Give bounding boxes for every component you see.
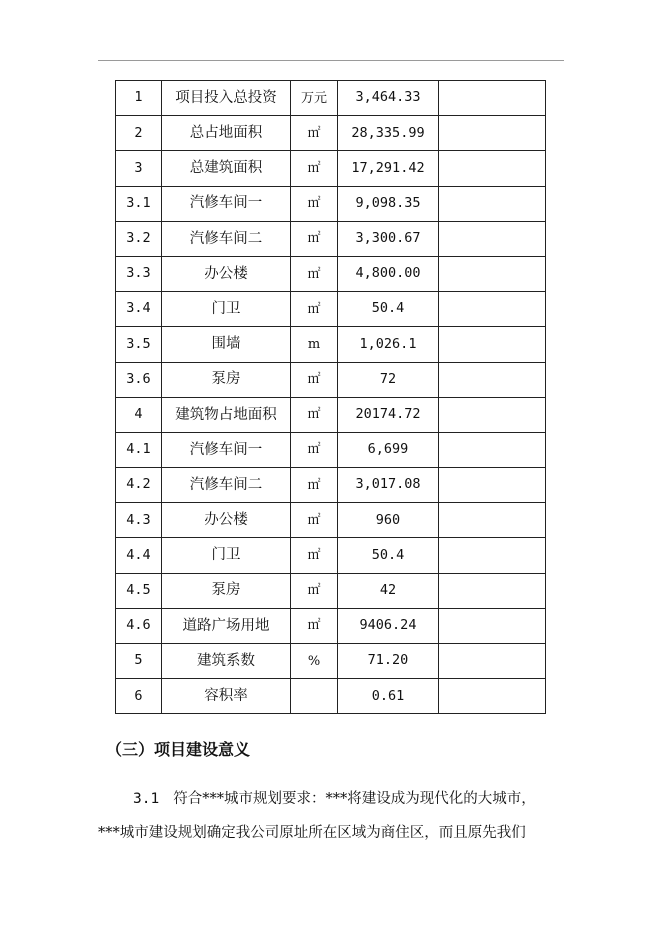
unit-cell: ㎡	[291, 256, 338, 291]
note-cell	[439, 608, 546, 643]
note-cell	[439, 81, 546, 116]
note-cell	[439, 538, 546, 573]
unit-cell: 万元	[291, 81, 338, 116]
unit-cell: m	[291, 327, 338, 362]
value-cell: 17,291.42	[338, 151, 439, 186]
item-name-cell: 汽修车间二	[162, 221, 291, 256]
table-row	[116, 221, 546, 256]
row-number-cell: 5	[116, 644, 162, 679]
unit-cell: ㎡	[291, 292, 338, 327]
item-name-cell: 汽修车间一	[162, 432, 291, 467]
value-cell: 3,464.33	[338, 81, 439, 116]
note-cell	[439, 116, 546, 151]
note-cell	[439, 468, 546, 503]
item-name-cell: 门卫	[162, 538, 291, 573]
paragraph-line-1	[133, 787, 603, 808]
table-row	[116, 538, 546, 573]
unit-cell: ㎡	[291, 432, 338, 467]
note-cell	[439, 292, 546, 327]
item-name-cell: 泵房	[162, 573, 291, 608]
row-number-cell: 4.2	[116, 468, 162, 503]
value-cell: 42	[338, 573, 439, 608]
item-name-cell: 门卫	[162, 292, 291, 327]
item-name-cell: 建筑物占地面积	[162, 397, 291, 432]
note-cell	[439, 327, 546, 362]
note-cell	[439, 151, 546, 186]
unit-cell: ㎡	[291, 573, 338, 608]
item-name-cell: 道路广场用地	[162, 608, 291, 643]
row-number-cell: 6	[116, 679, 162, 714]
row-number-cell: 4.6	[116, 608, 162, 643]
table-body	[116, 81, 546, 714]
page-header-rule	[98, 60, 564, 61]
unit-cell: ㎡	[291, 151, 338, 186]
value-cell: 0.61	[338, 679, 439, 714]
value-cell: 20174.72	[338, 397, 439, 432]
table-row	[116, 116, 546, 151]
value-cell: 960	[338, 503, 439, 538]
item-name-cell: 总建筑面积	[162, 151, 291, 186]
note-cell	[439, 644, 546, 679]
row-number-cell: 4.3	[116, 503, 162, 538]
note-cell	[439, 221, 546, 256]
item-name-cell: 围墙	[162, 327, 291, 362]
item-name-cell: 总占地面积	[162, 116, 291, 151]
table-row	[116, 573, 546, 608]
value-cell: 4,800.00	[338, 256, 439, 291]
value-cell: 3,300.67	[338, 221, 439, 256]
row-number-cell: 4	[116, 397, 162, 432]
value-cell: 3,017.08	[338, 468, 439, 503]
note-cell	[439, 573, 546, 608]
table-row	[116, 432, 546, 467]
row-number-cell: 4.1	[116, 432, 162, 467]
table-row	[116, 679, 546, 714]
unit-cell: ㎡	[291, 503, 338, 538]
table-row	[116, 362, 546, 397]
item-name-cell: 容积率	[162, 679, 291, 714]
unit-cell: ㎡	[291, 186, 338, 221]
paragraph-text-1: 符合***城市规划要求：***将建设成为现代化的大城市，	[173, 791, 536, 807]
item-name-cell: 项目投入总投资	[162, 81, 291, 116]
table-row	[116, 186, 546, 221]
item-name-cell: 建筑系数	[162, 644, 291, 679]
table-row	[116, 644, 546, 679]
note-cell	[439, 362, 546, 397]
row-number-cell: 4.4	[116, 538, 162, 573]
row-number-cell: 3.1	[116, 186, 162, 221]
paragraph-number: 3.1	[133, 791, 160, 807]
note-cell	[439, 186, 546, 221]
item-name-cell: 汽修车间二	[162, 468, 291, 503]
table-row	[116, 503, 546, 538]
unit-cell	[291, 679, 338, 714]
row-number-cell: 3	[116, 151, 162, 186]
row-number-cell: 3.5	[116, 327, 162, 362]
item-name-cell: 汽修车间一	[162, 186, 291, 221]
row-number-cell: 3.2	[116, 221, 162, 256]
table-row	[116, 608, 546, 643]
unit-cell: ㎡	[291, 538, 338, 573]
note-cell	[439, 679, 546, 714]
value-cell: 72	[338, 362, 439, 397]
table-row	[116, 256, 546, 291]
note-cell	[439, 503, 546, 538]
item-name-cell: 办公楼	[162, 503, 291, 538]
table-row	[116, 327, 546, 362]
unit-cell: %	[291, 644, 338, 679]
value-cell: 6,699	[338, 432, 439, 467]
value-cell: 50.4	[338, 292, 439, 327]
unit-cell: ㎡	[291, 362, 338, 397]
table-row	[116, 397, 546, 432]
unit-cell: ㎡	[291, 116, 338, 151]
table-row	[116, 468, 546, 503]
table-row	[116, 292, 546, 327]
row-number-cell: 2	[116, 116, 162, 151]
table-row	[116, 81, 546, 116]
item-name-cell: 泵房	[162, 362, 291, 397]
row-number-cell: 1	[116, 81, 162, 116]
row-number-cell: 3.6	[116, 362, 162, 397]
row-number-cell: 3.3	[116, 256, 162, 291]
table-row	[116, 151, 546, 186]
row-number-cell: 4.5	[116, 573, 162, 608]
row-number-cell: 3.4	[116, 292, 162, 327]
project-indicators-table	[115, 80, 546, 714]
unit-cell: ㎡	[291, 608, 338, 643]
unit-cell: ㎡	[291, 221, 338, 256]
note-cell	[439, 397, 546, 432]
value-cell: 50.4	[338, 538, 439, 573]
value-cell: 1,026.1	[338, 327, 439, 362]
value-cell: 9,098.35	[338, 186, 439, 221]
note-cell	[439, 432, 546, 467]
item-name-cell: 办公楼	[162, 256, 291, 291]
unit-cell: ㎡	[291, 468, 338, 503]
note-cell	[439, 256, 546, 291]
section-title: （三）项目建设意义	[106, 740, 251, 759]
paragraph-line-2: ***城市建设规划确定我公司原址所在区域为商住区，而且原先我们	[98, 825, 526, 841]
value-cell: 71.20	[338, 644, 439, 679]
value-cell: 28,335.99	[338, 116, 439, 151]
value-cell: 9406.24	[338, 608, 439, 643]
unit-cell: ㎡	[291, 397, 338, 432]
